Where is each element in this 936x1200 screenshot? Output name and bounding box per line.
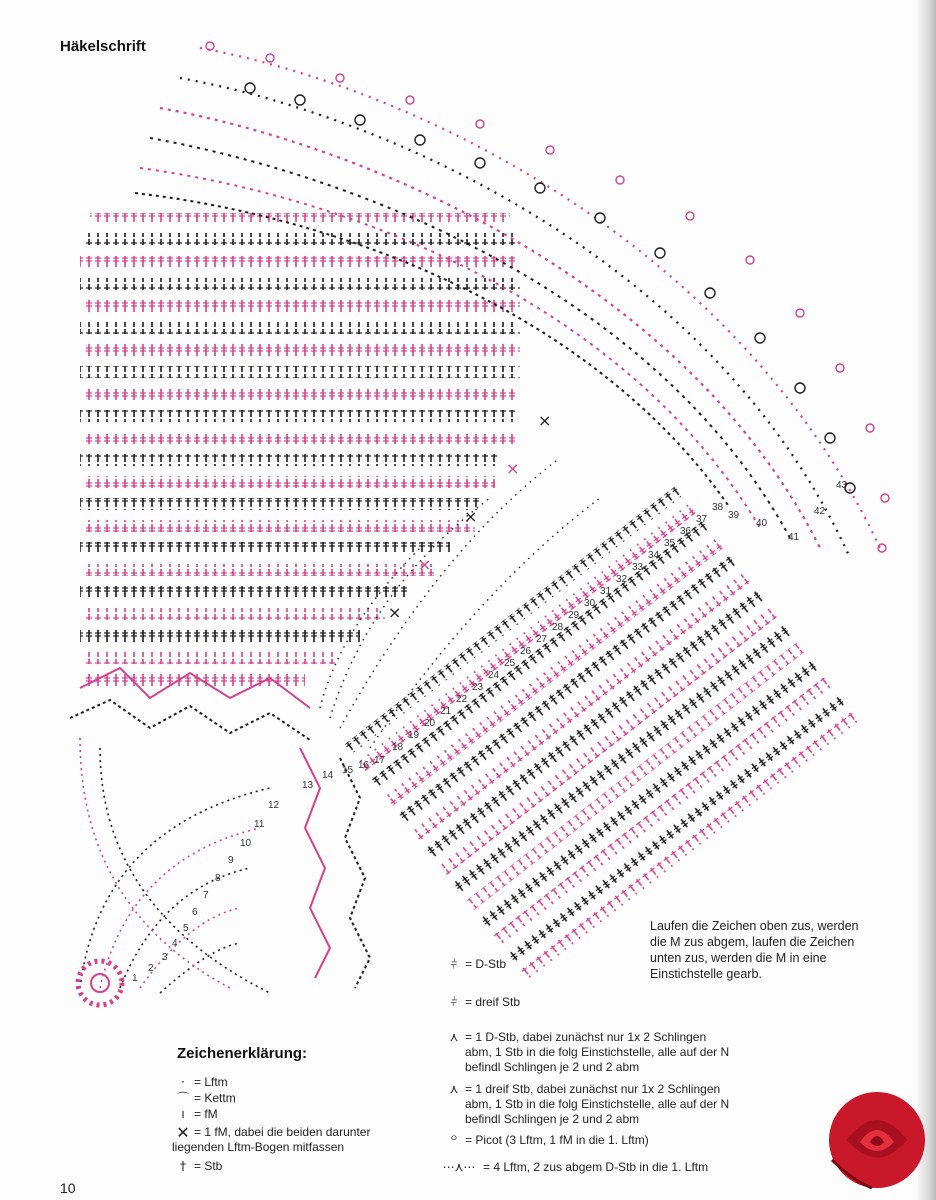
svg-text:21: 21: [440, 706, 452, 717]
svg-text:23: 23: [472, 682, 484, 693]
left-zigzags: [70, 668, 370, 988]
svg-text:4: 4: [172, 938, 178, 949]
svg-text:5: 5: [183, 923, 189, 934]
svg-text:22: 22: [456, 694, 468, 705]
legend-item-slip: ⌒ = Kettm: [172, 1091, 236, 1106]
legend-item-single: ı = fM: [172, 1107, 218, 1122]
svg-text:31: 31: [600, 586, 612, 597]
svg-text:17: 17: [374, 755, 386, 766]
stitch-note: Laufen die Zeichen oben zus, werden die M zus abgem, laufen die Zeichen unten zus, werden die M in eine Einstichstelle gearb.: [650, 919, 859, 981]
double-crochet-icon: †: [180, 1159, 186, 1173]
svg-text:29: 29: [568, 610, 580, 621]
svg-text:28: 28: [552, 622, 564, 633]
page-title: Häkelschrift: [60, 38, 146, 55]
svg-text:18: 18: [392, 742, 404, 753]
svg-text:6: 6: [192, 907, 198, 918]
page-number: 10: [60, 1180, 76, 1196]
svg-text:25: 25: [504, 658, 516, 669]
svg-text:12: 12: [268, 800, 280, 811]
treble-cluster-icon: ⋏: [449, 1030, 459, 1044]
svg-text:39: 39: [728, 510, 740, 521]
svg-text:3: 3: [162, 952, 168, 963]
bottom-left-flower: [78, 961, 122, 1005]
bottom-left-fan: [80, 738, 270, 993]
crochet-chart: [40, 28, 920, 1018]
svg-text:8: 8: [215, 873, 221, 884]
svg-text:×: ×: [538, 411, 552, 430]
single-crochet-x-icon: ✕: [176, 1123, 190, 1142]
svg-text:×: ×: [388, 603, 402, 622]
svg-text:24: 24: [488, 670, 500, 681]
svg-text:38: 38: [712, 502, 724, 513]
svg-text:41: 41: [788, 532, 800, 543]
left-block: [80, 213, 520, 686]
legend-item-chain: · = Lftm: [172, 1075, 228, 1090]
svg-text:13: 13: [302, 780, 314, 791]
svg-text:37: 37: [696, 514, 708, 525]
svg-text:×: ×: [506, 459, 520, 478]
svg-text:×: ×: [418, 555, 432, 574]
legend-item-treble-cluster: ⋏ = 1 D-Stb, dabei zunächst nur 1x 2 Schlingen abm, 1 Stb in die folg Einstichstelle, alle auf der N befindl Schlingen je 2 und 2 abm: [465, 1030, 730, 1075]
svg-text:7: 7: [203, 890, 209, 901]
row-number-labels: [132, 480, 848, 984]
treble-crochet-icon: ⫩: [450, 957, 458, 971]
legend-item-triple-cluster: ⋏ = 1 dreif Stb, dabei zunächst nur 1x 2 Schlingen abm, 1 Stb in die folg Einstichstelle, alle auf der N befindl Schlingen je 2 und 2 abm: [465, 1082, 730, 1127]
svg-text:2: 2: [148, 963, 154, 974]
svg-text:34: 34: [648, 550, 660, 561]
legend-item-picot: ᴼ = Picot (3 Lftm, 1 fM in die 1. Lftm): [465, 1133, 730, 1148]
book-gutter: [918, 0, 936, 1200]
top-edge-pink-picots: [206, 42, 889, 552]
chain-stitch-icon: ·: [181, 1075, 185, 1089]
slip-stitch-icon: ⌒: [176, 1091, 189, 1105]
svg-text:19: 19: [408, 730, 420, 741]
svg-text:35: 35: [664, 538, 676, 549]
svg-text:×: ×: [464, 507, 478, 526]
chain-cluster-icon: ⋯⋏⋯: [442, 1160, 476, 1174]
legend-item-treble: ⫩ = D-Stb: [465, 957, 715, 972]
svg-text:1: 1: [132, 973, 138, 984]
legend-item-triple-treble: ⫩ = dreif Stb: [465, 995, 715, 1010]
legend-item-double: † = Stb: [172, 1159, 222, 1174]
svg-text:32: 32: [616, 574, 628, 585]
picot-icon: ᴼ: [451, 1133, 457, 1147]
svg-text:16: 16: [358, 760, 370, 771]
single-crochet-icon: ı: [181, 1107, 185, 1121]
svg-text:15: 15: [342, 765, 354, 776]
legend-item-single-x: ✕ = 1 fM, dabei die beiden darunter liegenden Lftm-Bogen mitfassen: [172, 1123, 371, 1154]
svg-text:10: 10: [240, 838, 252, 849]
svg-text:14: 14: [322, 770, 334, 781]
svg-text:30: 30: [584, 598, 596, 609]
svg-text:20: 20: [424, 718, 436, 729]
svg-text:27: 27: [536, 634, 548, 645]
svg-text:43: 43: [836, 480, 848, 491]
svg-text:36: 36: [680, 526, 692, 537]
svg-text:42: 42: [814, 506, 826, 517]
svg-text:11: 11: [254, 819, 265, 830]
svg-text:40: 40: [756, 518, 768, 529]
legend-title: Zeichenerklärung:: [177, 1045, 308, 1062]
legend-item-chain-cluster: ⋯⋏⋯ = 4 Lftm, 2 zus abgem D-Stb in die 1. Lftm: [483, 1160, 733, 1175]
triple-cluster-icon: ⋏: [449, 1082, 459, 1096]
triple-treble-icon: ⫩: [450, 995, 458, 1009]
rose-decoration: [822, 1080, 932, 1200]
svg-text:26: 26: [520, 646, 532, 657]
svg-text:9: 9: [228, 855, 234, 866]
svg-text:33: 33: [632, 562, 644, 573]
